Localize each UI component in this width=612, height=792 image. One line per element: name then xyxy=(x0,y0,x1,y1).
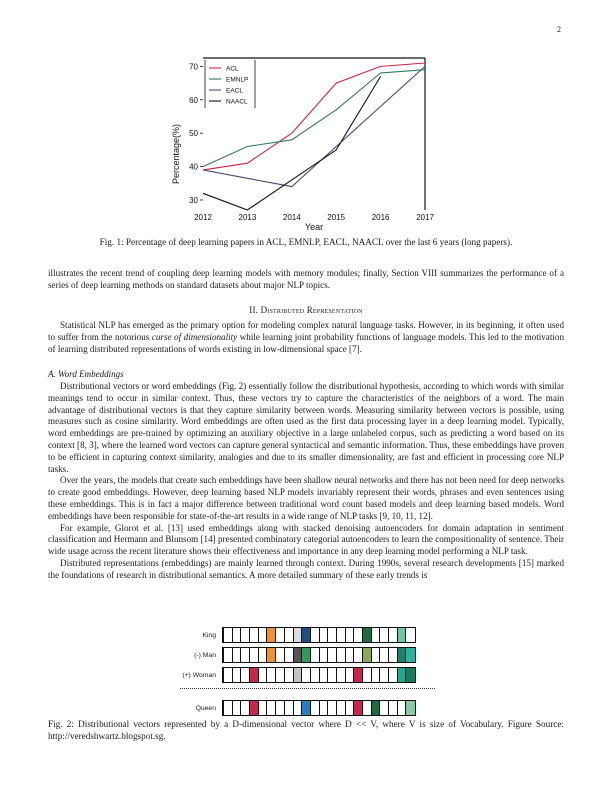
chart-canvas xyxy=(160,55,440,235)
x-tick-label: 2012 xyxy=(194,213,212,222)
x-axis-label: Year xyxy=(304,222,324,232)
vector-cell xyxy=(294,701,303,715)
vector-cell xyxy=(363,648,372,662)
fig1-line-chart xyxy=(160,55,440,235)
vector-cell xyxy=(233,668,242,682)
vector-cell xyxy=(389,648,398,662)
legend-label: ACL xyxy=(226,65,239,73)
y-tick-label: 60 xyxy=(189,95,198,105)
vector-cell xyxy=(267,668,276,682)
vector-cell xyxy=(285,668,294,682)
vector-cell xyxy=(294,668,303,682)
vector-cell xyxy=(241,668,250,682)
y-tick-label: 70 xyxy=(189,62,198,72)
vector-cell xyxy=(406,648,415,662)
vector-cell xyxy=(346,628,355,642)
vector-cell xyxy=(337,628,346,642)
vector-cell xyxy=(346,701,355,715)
vector-row-king xyxy=(170,627,416,643)
vector-cell xyxy=(311,668,320,682)
dotted-separator xyxy=(180,688,435,689)
vector-cell xyxy=(328,648,337,662)
paragraph: Distributional vectors or word embeddings (Fig. 2) essentially follow the distributional hypothesis, according to which words with similar meanings tend to occur in similar context. Thus, these vectors try to capture the characteristics of the neighbors of a word. The main advantage of distributional vectors is that they capture similarity between words. Measuring similarity between vectors is possible, using measures such as cosine similarity. Word embeddings are often used as the first data processing layer in a deep learning model. Typically, word embeddings are pre-trained by optimizing an auxiliary objective in a large unlabeled corpus, such as predicting a word based on its context [8, 3], where the learned word vectors can capture general syntactical and semantic information. Thus, these embeddings have proven to be efficient in capturing context similarity, analogies and due to its smaller dimensionality, are fast and efficient in processing core NLP tasks. xyxy=(48,381,564,474)
section-title: Distributed Representation xyxy=(260,305,363,315)
vector-cell xyxy=(354,701,363,715)
vector-cell xyxy=(311,628,320,642)
word-embeddings-body xyxy=(48,381,564,582)
y-tick-label: 30 xyxy=(189,195,198,205)
vector-cell xyxy=(233,648,242,662)
vector-cell xyxy=(311,701,320,715)
vector-cell xyxy=(311,648,320,662)
vector-cell xyxy=(380,701,389,715)
vector-cell xyxy=(250,701,259,715)
vector-cell xyxy=(259,628,268,642)
section2-intro-paragraph xyxy=(48,320,564,355)
vector-row-man xyxy=(170,647,416,663)
fig2-caption: Fig. 2: Distributional vectors represented by a D-dimensional vector where D << V, where V is size of Vocabulary. Figure Source: http://veredshwartz.blogspot.sg. xyxy=(48,719,564,741)
vector-cell xyxy=(372,648,381,662)
vector-cell xyxy=(267,628,276,642)
vector-cell xyxy=(328,701,337,715)
vector-cell xyxy=(380,668,389,682)
vector-cell xyxy=(337,648,346,662)
vector-cell xyxy=(363,668,372,682)
vector-cell xyxy=(389,628,398,642)
y-axis-label: Percentage(%) xyxy=(171,123,181,185)
intro-tail-paragraph xyxy=(48,268,564,292)
vector-cell xyxy=(328,628,337,642)
vector-cell xyxy=(224,648,233,662)
vector-cell xyxy=(267,701,276,715)
vector-cell xyxy=(328,668,337,682)
vector-cell xyxy=(320,648,329,662)
vector-cell xyxy=(398,668,407,682)
vector-cell xyxy=(363,701,372,715)
vector-cell xyxy=(233,628,242,642)
fig1-caption: Fig. 1: Percentage of deep learning papers in ACL, EMNLP, EACL, NAACL over the last 6 years (long papers). xyxy=(99,237,513,247)
subsection-heading: A. Word Embeddings xyxy=(48,369,124,379)
paragraph: Over the years, the models that create such embeddings have been shallow neural networks and there has not been need for deep networks to create good embeddings. However, deep learning based NLP models invariably represent their words, phrases and even sentences using these embeddings. This is in fact a major difference between traditional word count based models and deep learning based models. Word embeddings have been responsible for state-of-the-art results in a wide range of NLP tasks [9, 10, 11, 12]. xyxy=(48,475,564,521)
vector-label: (-) Man xyxy=(194,651,216,659)
vector-cell xyxy=(302,701,311,715)
vector-cell xyxy=(389,668,398,682)
vector-cell xyxy=(250,628,259,642)
y-tick-label: 40 xyxy=(189,162,198,172)
vector-cell xyxy=(285,628,294,642)
vector-cell xyxy=(224,628,233,642)
vector-cell xyxy=(337,701,346,715)
vector-cell xyxy=(250,648,259,662)
vector-cell xyxy=(285,701,294,715)
vector-cell xyxy=(224,701,233,715)
vector-label: King xyxy=(202,631,216,639)
vector-cell xyxy=(354,628,363,642)
paragraph: For example, Glorot et al. [13] used embeddings along with stacked denoising autoencoders for domain adaptation in sentiment classification and Hermann and Blunsom [14] presented combinatory categorial autoencoders to learn the compositionality of sentence. Their wide usage across the recent literature shows their effectiveness and importance in any deep learning model performing a NLP task. xyxy=(48,522,564,557)
vector-cell xyxy=(250,668,259,682)
vector-cell xyxy=(398,701,407,715)
vector-cell xyxy=(406,668,415,682)
fig2-word-vectors xyxy=(170,625,440,720)
x-tick-label: 2016 xyxy=(371,213,390,222)
vector-cell xyxy=(346,648,355,662)
vector-cell xyxy=(398,628,407,642)
vector-cell xyxy=(276,628,285,642)
series-line-eacl xyxy=(203,66,425,186)
vector-cell xyxy=(294,648,303,662)
vector-cell xyxy=(233,701,242,715)
vector-cell xyxy=(372,668,381,682)
x-tick-label: 2015 xyxy=(327,213,346,222)
vector-row-woman xyxy=(170,667,416,683)
vector-cell xyxy=(259,648,268,662)
vector-cell xyxy=(285,648,294,662)
vector-cell xyxy=(346,668,355,682)
vector-cell xyxy=(241,648,250,662)
paragraph-text: illustrates the recent trend of coupling deep learning models with memory modules; finally, Section VIII summarizes the performance of a series of deep learning methods on standard datasets about major NLP topics. xyxy=(48,268,564,290)
vector-cell xyxy=(259,701,268,715)
vector-cell xyxy=(363,628,372,642)
vector-cell xyxy=(398,648,407,662)
vector-cell xyxy=(389,701,398,715)
vector-label: Queen xyxy=(195,704,216,712)
series-line-emnlp xyxy=(203,70,425,167)
vector-cell xyxy=(302,648,311,662)
vector-cell xyxy=(302,628,311,642)
vector-cell xyxy=(302,668,311,682)
vector-cell xyxy=(372,701,381,715)
p1-text-a: Statistical NLP has emerged as the primary option for modeling complex natural language tasks. However, in its beginning, it often used to suffer from the notorious xyxy=(48,320,564,342)
p1-emphasis: curse of dimensionality xyxy=(151,331,238,342)
vector-cell xyxy=(354,648,363,662)
vector-cell xyxy=(320,628,329,642)
vector-cell xyxy=(320,701,329,715)
section-number: II. xyxy=(249,305,259,315)
p1-text-b: while learning joint probability functions of language models. This led to the motivation of learning distributed representations of words existing in low-dimensional space [7]. xyxy=(48,331,564,354)
y-tick-label: 50 xyxy=(189,129,198,139)
vector-row-queen xyxy=(170,700,416,716)
vector-cell xyxy=(380,628,389,642)
vector-cell xyxy=(276,701,285,715)
vector-cell xyxy=(241,701,250,715)
vector-cell xyxy=(406,701,415,715)
vector-cell xyxy=(267,648,276,662)
vector-cell xyxy=(241,628,250,642)
legend-label: NAACL xyxy=(226,98,248,106)
legend-label: EMNLP xyxy=(226,76,249,84)
vector-cell xyxy=(406,628,415,642)
x-tick-label: 2017 xyxy=(416,213,434,222)
vector-cell xyxy=(354,668,363,682)
vector-cells xyxy=(222,647,416,663)
vector-cells xyxy=(222,627,416,643)
section-heading xyxy=(0,305,612,315)
vector-cells xyxy=(222,700,416,716)
vector-cell xyxy=(294,628,303,642)
vector-cells xyxy=(222,667,416,683)
vector-cell xyxy=(276,668,285,682)
page-number: 2 xyxy=(557,25,561,34)
x-tick-label: 2014 xyxy=(282,213,301,222)
paragraph: Distributed representations (embeddings) are mainly learned through context. During 1990s, several research developments [15] marked the foundations of research in distributional semantics. A more detailed summary of these early trends is xyxy=(48,557,564,580)
vector-cell xyxy=(320,668,329,682)
vector-cell xyxy=(224,668,233,682)
vector-cell xyxy=(380,648,389,662)
vector-cell xyxy=(276,648,285,662)
series-line-naacl xyxy=(203,76,381,210)
vector-cell xyxy=(337,668,346,682)
vector-label: (+) Woman xyxy=(182,671,216,679)
legend-label: EACL xyxy=(226,87,243,95)
x-tick-label: 2013 xyxy=(238,213,257,222)
vector-cell xyxy=(372,628,381,642)
vector-cell xyxy=(259,668,268,682)
